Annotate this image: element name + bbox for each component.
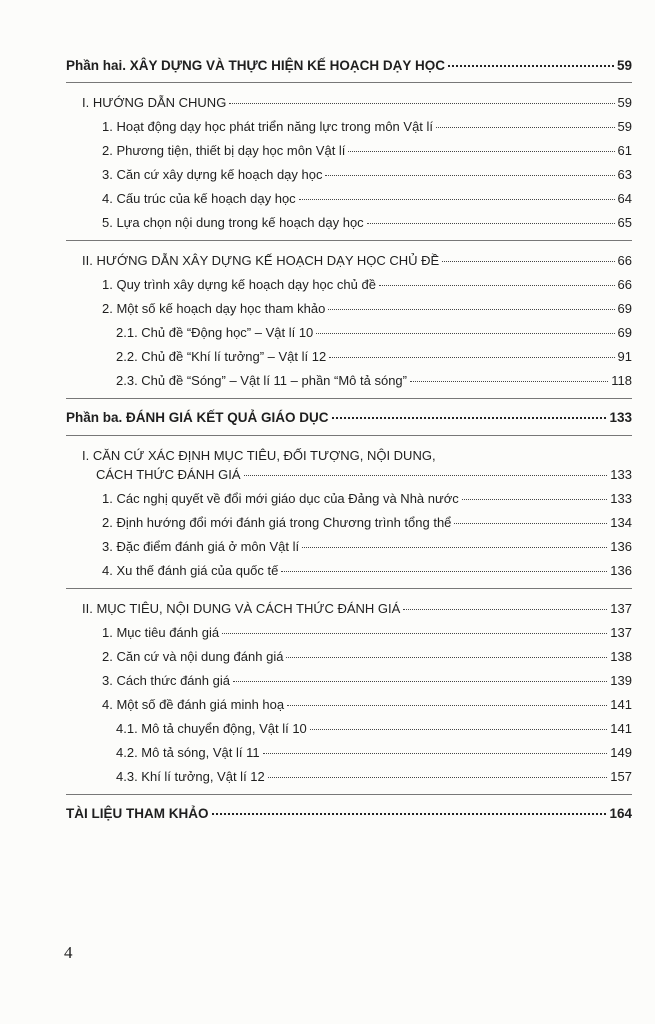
toc-page-number: 63: [617, 167, 632, 182]
dot-leader: [229, 102, 614, 104]
dot-leader: [286, 656, 607, 658]
toc-section[interactable]: [66, 601, 632, 616]
toc-item[interactable]: [66, 191, 632, 206]
dot-leader: [448, 64, 614, 67]
dot-leader: [332, 416, 607, 419]
dot-leader: [281, 570, 607, 572]
toc-item-title: 1. Mục tiêu đánh giá: [102, 625, 220, 640]
part-three-section-1: [66, 448, 632, 589]
toc-section[interactable]: [66, 253, 632, 268]
toc-item[interactable]: [66, 277, 632, 292]
toc-item-title: 2. Phương tiện, thiết bị dạy học môn Vật lí: [102, 143, 346, 158]
toc-page-number: 59: [617, 95, 632, 110]
dot-leader: [222, 632, 607, 634]
toc-item[interactable]: [66, 563, 632, 578]
toc-subitem-title: 2.1. Chủ đề “Động học” – Vật lí 10: [116, 325, 314, 340]
toc-item[interactable]: [66, 539, 632, 554]
toc-section-title: I. HƯỚNG DẪN CHUNG: [82, 95, 227, 110]
dot-leader: [462, 498, 608, 500]
toc-page-number: 141: [610, 697, 632, 712]
toc-page-number: 149: [610, 745, 632, 760]
toc-item-title: 4. Cấu trúc của kế hoạch dạy học: [102, 191, 296, 206]
dot-leader: [325, 174, 614, 176]
toc-page-number: 69: [617, 325, 632, 340]
toc-page-number: 66: [617, 277, 632, 292]
toc-section[interactable]: [66, 448, 632, 482]
toc-page-number: 59: [616, 58, 632, 73]
toc-page-number: 136: [610, 563, 632, 578]
dot-leader: [348, 150, 614, 152]
toc-subitem[interactable]: [66, 745, 632, 760]
toc-section-title: II. HƯỚNG DẪN XÂY DỰNG KẾ HOẠCH DẠY HỌC CHỦ ĐỀ: [82, 253, 440, 268]
dot-leader: [379, 284, 615, 286]
toc-part-three[interactable]: [66, 410, 632, 425]
references-block: [66, 795, 632, 821]
toc-subitem[interactable]: [66, 769, 632, 784]
dot-leader: [244, 474, 608, 476]
toc-item-title: 3. Căn cứ xây dựng kế hoạch dạy học: [102, 167, 323, 182]
toc-section-title: I. CĂN CỨ XÁC ĐỊNH MỤC TIÊU, ĐỐI TƯỢNG, NỘI DUNG,: [82, 448, 436, 463]
dot-leader: [299, 198, 615, 200]
toc-subitem[interactable]: [66, 325, 632, 340]
toc-item-title: 1. Quy trình xây dựng kế hoạch dạy học chủ đề: [102, 277, 376, 292]
toc-page-number: 164: [609, 806, 632, 821]
toc-page-number: 133: [610, 491, 632, 506]
toc-page-number: 69: [617, 301, 632, 316]
toc-page-number: 64: [617, 191, 632, 206]
toc-item[interactable]: [66, 625, 632, 640]
toc-item-title: 2. Định hướng đổi mới đánh giá trong Chương trình tổng thể: [102, 515, 452, 530]
toc-item-title: 2. Một số kế hoạch dạy học tham khảo: [102, 301, 326, 316]
toc-item-title: 3. Cách thức đánh giá: [102, 673, 230, 688]
toc-item[interactable]: [66, 515, 632, 530]
toc-part-title: TÀI LIỆU THAM KHẢO: [66, 806, 209, 821]
toc-page-number: 59: [617, 119, 632, 134]
toc-item[interactable]: [66, 673, 632, 688]
toc-page-number: 91: [617, 349, 632, 364]
toc-item-title: 3. Đặc điểm đánh giá ở môn Vật lí: [102, 539, 300, 554]
toc-item-title: 4. Xu thế đánh giá của quốc tế: [102, 563, 279, 578]
part-two-section-2: [66, 253, 632, 399]
toc-page-number: 133: [610, 467, 632, 482]
toc-page-number: 138: [610, 649, 632, 664]
dot-leader: [442, 260, 614, 262]
dot-leader: [212, 812, 607, 815]
dot-leader: [328, 308, 614, 310]
toc-page-number: 137: [610, 601, 632, 616]
toc-item-title: 5. Lựa chọn nội dung trong kế hoạch dạy học: [102, 215, 364, 230]
page-number: 4: [64, 943, 73, 962]
dot-leader: [310, 728, 608, 730]
dot-leader: [454, 522, 607, 524]
toc-item[interactable]: [66, 649, 632, 664]
toc-subitem[interactable]: [66, 373, 632, 388]
toc-page-number: 139: [610, 673, 632, 688]
toc-subitem[interactable]: [66, 349, 632, 364]
toc-item[interactable]: [66, 301, 632, 316]
toc-part-two[interactable]: [66, 58, 632, 73]
toc-subitem-title: 4.2. Mô tả sóng, Vật lí 11: [116, 745, 260, 760]
part-two-block: [66, 58, 632, 83]
toc-item-title: 1. Các nghị quyết về đổi mới giáo dục của Đảng và Nhà nước: [102, 491, 459, 506]
toc-section-title-continued: [82, 467, 632, 482]
toc-item[interactable]: [66, 697, 632, 712]
toc-subitem[interactable]: [66, 721, 632, 736]
toc-references[interactable]: [66, 806, 632, 821]
toc-section[interactable]: [66, 95, 632, 110]
toc-subitem-title: 2.3. Chủ đề “Sóng” – Vật lí 11 – phần “Mô tả sóng”: [116, 373, 407, 388]
toc-subitem-title: 2.2. Chủ đề “Khí lí tưởng” – Vật lí 12: [116, 349, 327, 364]
table-of-contents: [66, 58, 632, 821]
toc-item-title: 1. Hoạt động dạy học phát triển năng lực trong môn Vật lí: [102, 119, 434, 134]
toc-item[interactable]: [66, 119, 632, 134]
dot-leader: [410, 380, 608, 382]
toc-section-title-line2: CÁCH THỨC ĐÁNH GIÁ: [96, 467, 241, 482]
part-three-section-2: [66, 601, 632, 795]
dot-leader: [316, 332, 614, 334]
toc-part-title: Phần ba. ĐÁNH GIÁ KẾT QUẢ GIÁO DỤC: [66, 410, 329, 425]
toc-page-number: 61: [617, 143, 632, 158]
toc-item[interactable]: [66, 491, 632, 506]
toc-part-title: Phần hai. XÂY DỰNG VÀ THỰC HIỆN KẾ HOẠCH DẠY HỌC: [66, 58, 445, 73]
toc-item-title: 4. Một số đề đánh giá minh hoạ: [102, 697, 285, 712]
dot-leader: [302, 546, 607, 548]
part-three-block: [66, 399, 632, 436]
dot-leader: [436, 126, 615, 128]
toc-section-title: II. MỤC TIÊU, NỘI DUNG VÀ CÁCH THỨC ĐÁNH GIÁ: [82, 601, 401, 616]
toc-item[interactable]: [66, 143, 632, 158]
toc-page-number: 118: [611, 373, 632, 388]
dot-leader: [329, 356, 614, 358]
toc-page-number: 66: [617, 253, 632, 268]
toc-item[interactable]: [66, 167, 632, 182]
toc-page-number: 133: [609, 410, 632, 425]
part-two-section-1: [66, 95, 632, 241]
toc-subitem-title: 4.1. Mô tả chuyển động, Vật lí 10: [116, 721, 307, 736]
dot-leader: [268, 776, 608, 778]
toc-page-number: 136: [610, 539, 632, 554]
toc-page-number: 65: [617, 215, 632, 230]
toc-page-number: 134: [610, 515, 632, 530]
toc-page-number: 137: [610, 625, 632, 640]
dot-leader: [233, 680, 607, 682]
dot-leader: [403, 608, 607, 610]
toc-page-number: 157: [610, 769, 632, 784]
toc-item-title: 2. Căn cứ và nội dung đánh giá: [102, 649, 284, 664]
toc-subitem-title: 4.3. Khí lí tưởng, Vật lí 12: [116, 769, 265, 784]
toc-page-number: 141: [610, 721, 632, 736]
toc-item[interactable]: [66, 215, 632, 230]
dot-leader: [263, 752, 608, 754]
dot-leader: [287, 704, 607, 706]
dot-leader: [367, 222, 615, 224]
